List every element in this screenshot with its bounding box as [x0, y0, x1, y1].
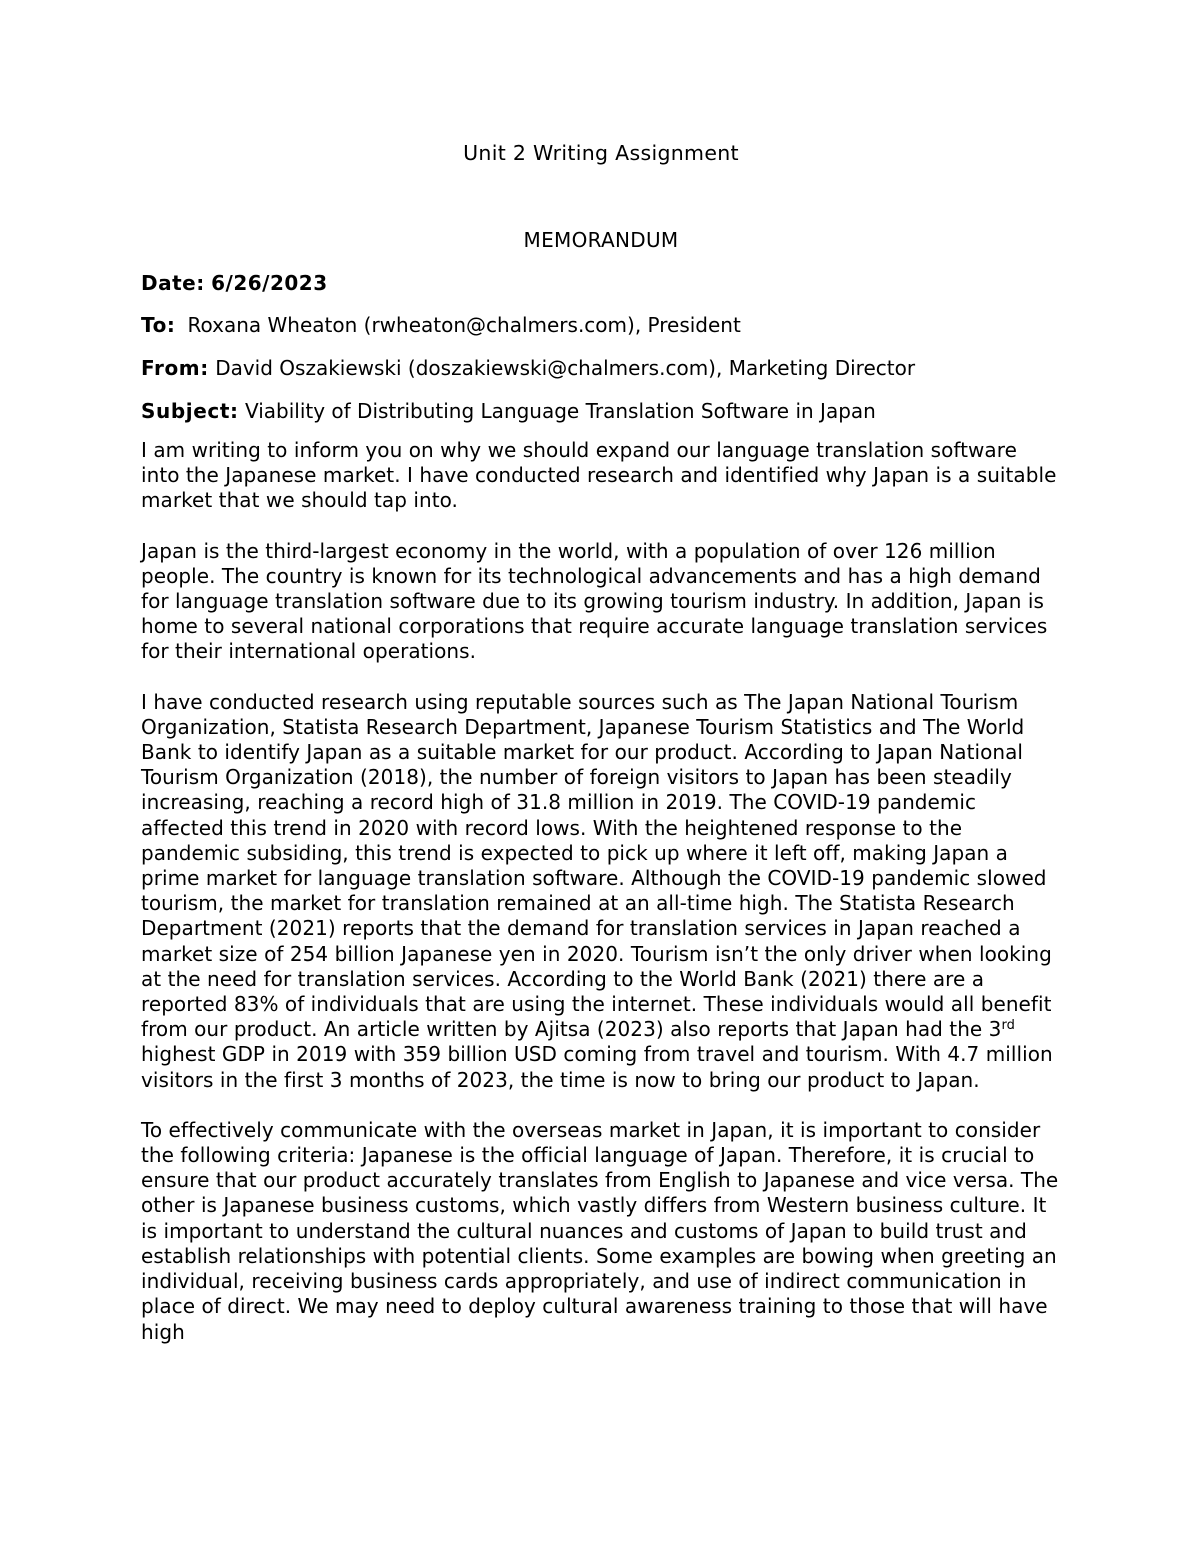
date-line [141, 268, 1061, 298]
date-label: Date: [141, 271, 205, 295]
ordinal-superscript: rd [1001, 1018, 1015, 1034]
paragraph-text: I have conducted research using reputable sources such as The Japan National Tourism Organization, Statista Research Department, Japanese Tourism Statistics and The World Bank to identify Japan as a suitable market for our product. According to Japan National Tourism Organization (2018), the number of foreign visitors to Japan has been steadily increasing, reaching a record high of 31.8 million in 2019. The COVID-19 pandemic affected this trend in 2020 with record lows. With the heightened response to the pandemic subsiding, this trend is expected to pick up where it left off, making Japan a prime market for language translation software. Although the COVID-19 pandemic slowed tourism, the market for translation remained at an all-time high. The Statista Research Department (2021) reports that the demand for translation services in Japan reached a market size of 254 billion Japanese yen in 2020. Tourism isn’t the only driver when looking at the need for translation services. According to the World Bank (2021) there are a reported 83% of individuals that are using the internet. These individuals would all benefit from our product. An article written by Ajitsa (2023) also reports that Japan had the 3 [141, 689, 1052, 1042]
to-label: To: [141, 313, 176, 337]
from-label: From: [141, 356, 209, 380]
body-paragraph: Japan is the third-largest economy in the world, with a population of over 126 million people. The country is known for its technological advancements and has a high demand for language translation software due to its growing tourism industry. In addition, Japan is home to several national corporations that require accurate language translation services for their international operations. [141, 538, 1048, 664]
document-page [141, 138, 1061, 1345]
paragraph-text: highest GDP in 2019 with 359 billion USD coming from travel and tourism. With 4.7 million visitors in the first 3 months of 2023, the time is now to bring our product to Japan. [141, 1042, 1053, 1092]
to-value: Roxana Wheaton (rwheaton@chalmers.com), President [187, 313, 741, 337]
body-paragraph [141, 690, 1061, 1093]
document-title: Unit 2 Writing Assignment [463, 141, 739, 165]
date-value: 6/26/2023 [211, 271, 328, 295]
body-paragraph: To effectively communicate with the overseas market in Japan, it is important to consider the following criteria: Japanese is the official language of Japan. Therefore, it is crucial to ensure that our product accurately translates from English to Japanese and vice versa. The other is Japanese business customs, which vastly differs from Western business culture. It is important to understand the cultural nuances and customs of Japan to build trust and establish relationships with potential clients. Some examples are bowing when greeting an individual, receiving business cards appropriately, and use of indirect communication in place of direct. We may need to deploy cultural awareness training to those that will have high [141, 1117, 1059, 1344]
from-line [141, 353, 1061, 383]
subject-value: Viability of Distributing Language Translation Software in Japan [244, 399, 876, 423]
body-paragraph: I am writing to inform you on why we should expand our language translation software into the Japanese market. I have conducted research and identified why Japan is a suitable market that we should tap into. [141, 438, 1057, 513]
memo-heading: MEMORANDUM [523, 228, 679, 252]
subject-line [141, 396, 1061, 426]
to-line [141, 310, 1061, 340]
subject-label: Subject: [141, 399, 239, 423]
from-value: David Oszakiewski (doszakiewski@chalmers.com), Marketing Director [215, 356, 916, 380]
